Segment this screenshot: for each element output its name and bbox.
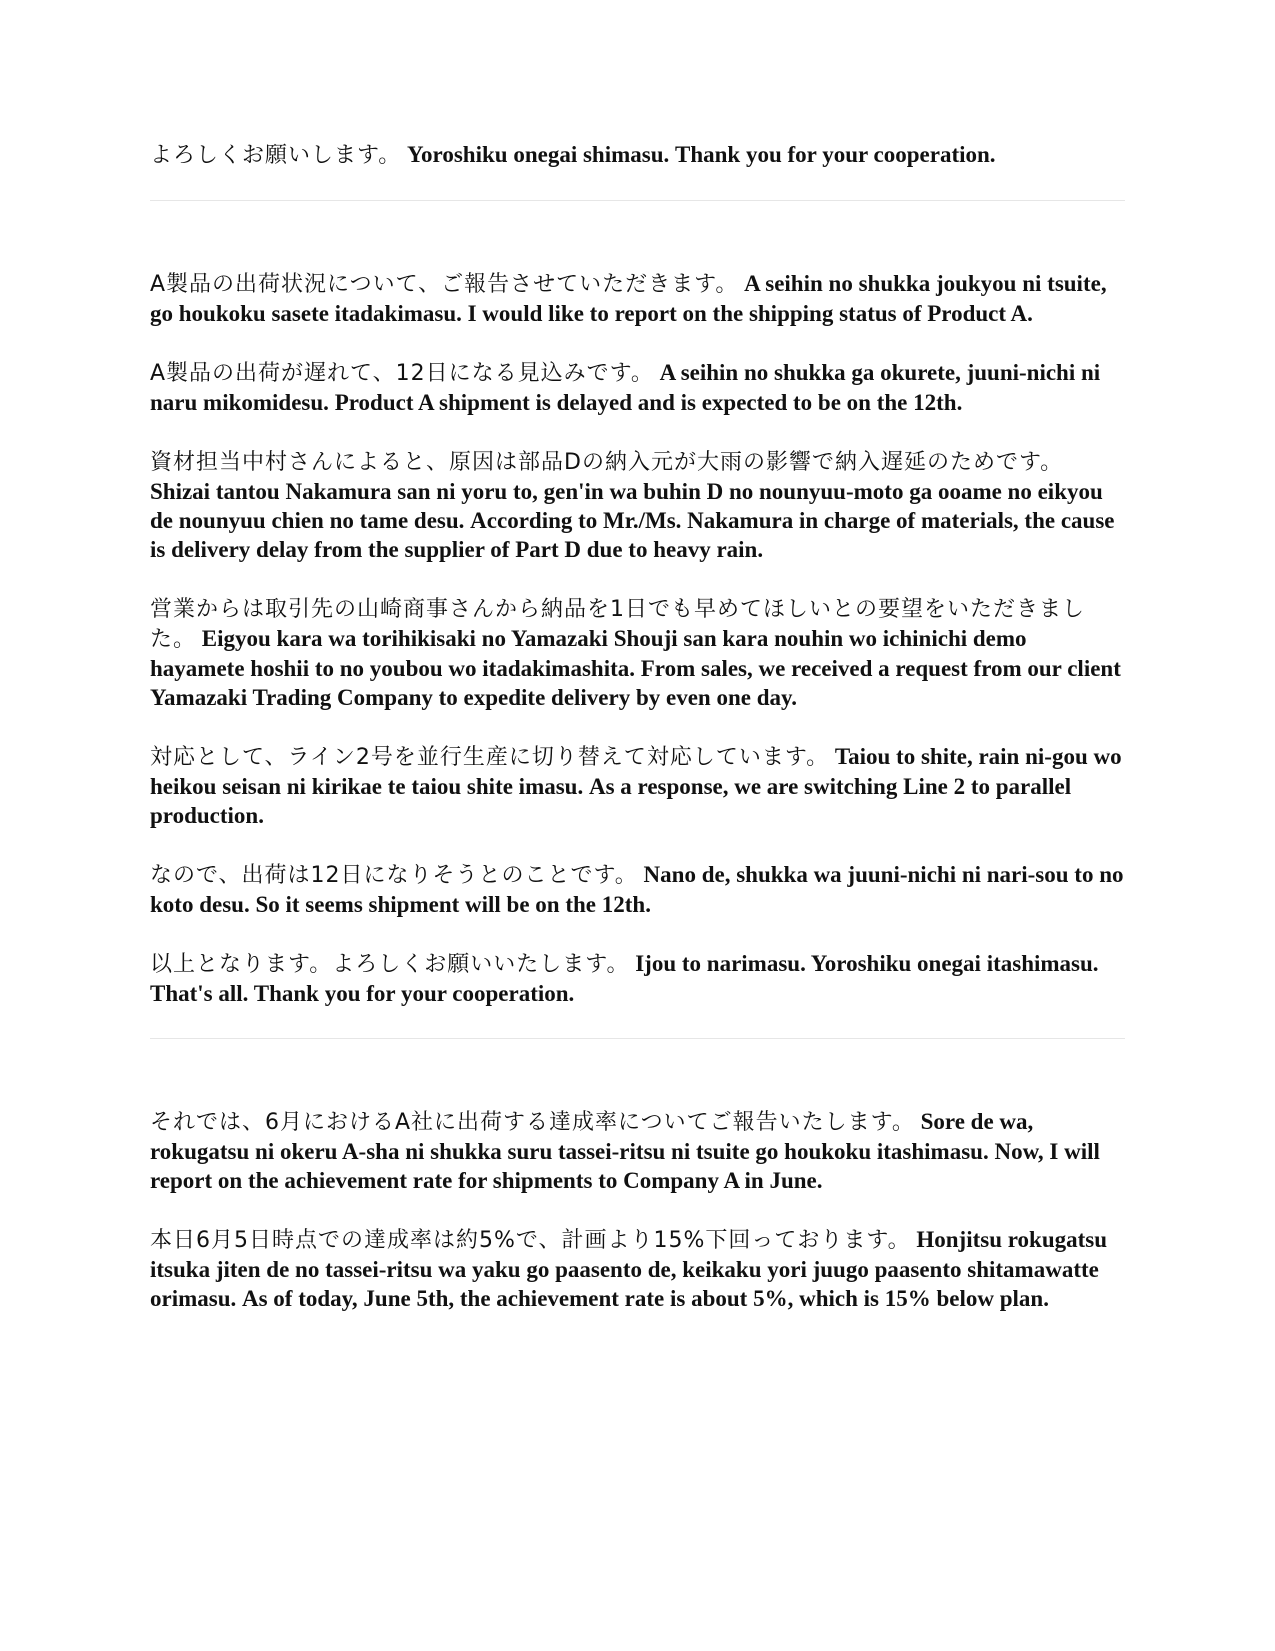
japanese-text: それでは、6月におけるA社に出荷する達成率についてご報告いたします。: [150, 1110, 915, 1135]
romaji-text: Eigyou kara wa torihikisaki no Yamazaki Shouji san kara nouhin wo ichinichi demo hayamete hoshii to no youbou wo itadakimashita.: [150, 626, 1027, 681]
english-text: As a response, we are switching Line 2 to parallel production.: [150, 774, 1072, 828]
english-text: Now, I will report on the achievement rate for shipments to Company A in June.: [150, 1139, 1100, 1193]
romaji-text: A seihin no shukka ga okurete, juuni-nichi ni naru mikomidesu.: [150, 360, 1101, 415]
paragraph: [150, 594, 1125, 712]
english-text: I would like to report on the shipping status of Product A.: [467, 301, 1033, 326]
romaji-text: Ijou to narimasu. Yoroshiku onegai itashimasu.: [635, 951, 1099, 976]
paragraph: [150, 140, 1125, 170]
paragraph: [150, 1107, 1125, 1195]
section-divider: [150, 1038, 1125, 1039]
paragraph: [150, 742, 1125, 830]
english-text: Thank you for your cooperation.: [675, 142, 996, 167]
section-closing-greeting: [150, 140, 1125, 170]
japanese-text: よろしくお願いします。: [150, 143, 402, 168]
japanese-text: A製品の出荷状況について、ご報告させていただきます。: [150, 272, 739, 297]
english-text: Product A shipment is delayed and is expected to be on the 12th.: [334, 390, 963, 415]
japanese-text: なので、出荷は12日になりそうとのことです。: [150, 863, 638, 888]
english-text: From sales, we received a request from our client Yamazaki Trading Company to expedite delivery by even one day.: [150, 656, 1121, 710]
japanese-text: 本日6月5日時点での達成率は約5%で、計画より15%下回っております。: [150, 1228, 911, 1253]
romaji-text: Shizai tantou Nakamura san ni yoru to, gen'in wa buhin D no nounyuu-moto ga ooame no eikyou de nounyuu chien no tame desu.: [150, 479, 1103, 533]
english-text: According to Mr./Ms. Nakamura in charge of materials, the cause is delivery delay from the supplier of Part D due to heavy rain.: [150, 508, 1115, 562]
english-text: As of today, June 5th, the achievement rate is about 5%, which is 15% below plan.: [242, 1286, 1049, 1311]
japanese-text: 対応として、ライン2号を並行生産に切り替えて対応しています。: [150, 745, 830, 770]
paragraph: [150, 860, 1125, 919]
english-text: That's all. Thank you for your cooperation.: [150, 981, 575, 1006]
paragraph: [150, 447, 1125, 564]
romaji-text: Taiou to shite, rain ni-gou wo heikou seisan ni kirikae te taiou shite imasu.: [150, 744, 1122, 799]
romaji-text: Honjitsu rokugatsu itsuka jiten de no tassei-ritsu wa yaku go paasento de, keikaku yori juugo paasento shitamawatte orimasu.: [150, 1227, 1108, 1311]
paragraph: [150, 269, 1125, 328]
japanese-text: A製品の出荷が遅れて、12日になる見込みです。: [150, 361, 654, 386]
paragraph: [150, 949, 1125, 1008]
japanese-text: 営業からは取引先の山崎商事さんから納品を1日でも早めてほしいとの要望をいただきました。: [150, 597, 1086, 652]
section-achievement-rate: [150, 1107, 1125, 1313]
romaji-text: Yoroshiku onegai shimasu.: [407, 142, 670, 167]
document-page: [150, 140, 1125, 1343]
section-shipping-status: [150, 269, 1125, 1008]
japanese-text: 資材担当中村さんによると、原因は部品Dの納入元が大雨の影響で納入遅延のためです。: [150, 450, 1064, 475]
section-divider: [150, 200, 1125, 201]
paragraph: [150, 358, 1125, 417]
english-text: So it seems shipment will be on the 12th.: [255, 892, 651, 917]
romaji-text: Nano de, shukka wa juuni-nichi ni nari-sou to no koto desu.: [150, 862, 1124, 917]
romaji-text: Sore de wa, rokugatsu ni okeru A-sha ni shukka suru tassei-ritsu ni tsuite go houkoku itashimasu.: [150, 1109, 1034, 1164]
japanese-text: 以上となります。よろしくお願いいたします。: [150, 952, 630, 977]
romaji-text: A seihin no shukka joukyou ni tsuite, go houkoku sasete itadakimasu.: [150, 271, 1107, 326]
paragraph: [150, 1225, 1125, 1313]
